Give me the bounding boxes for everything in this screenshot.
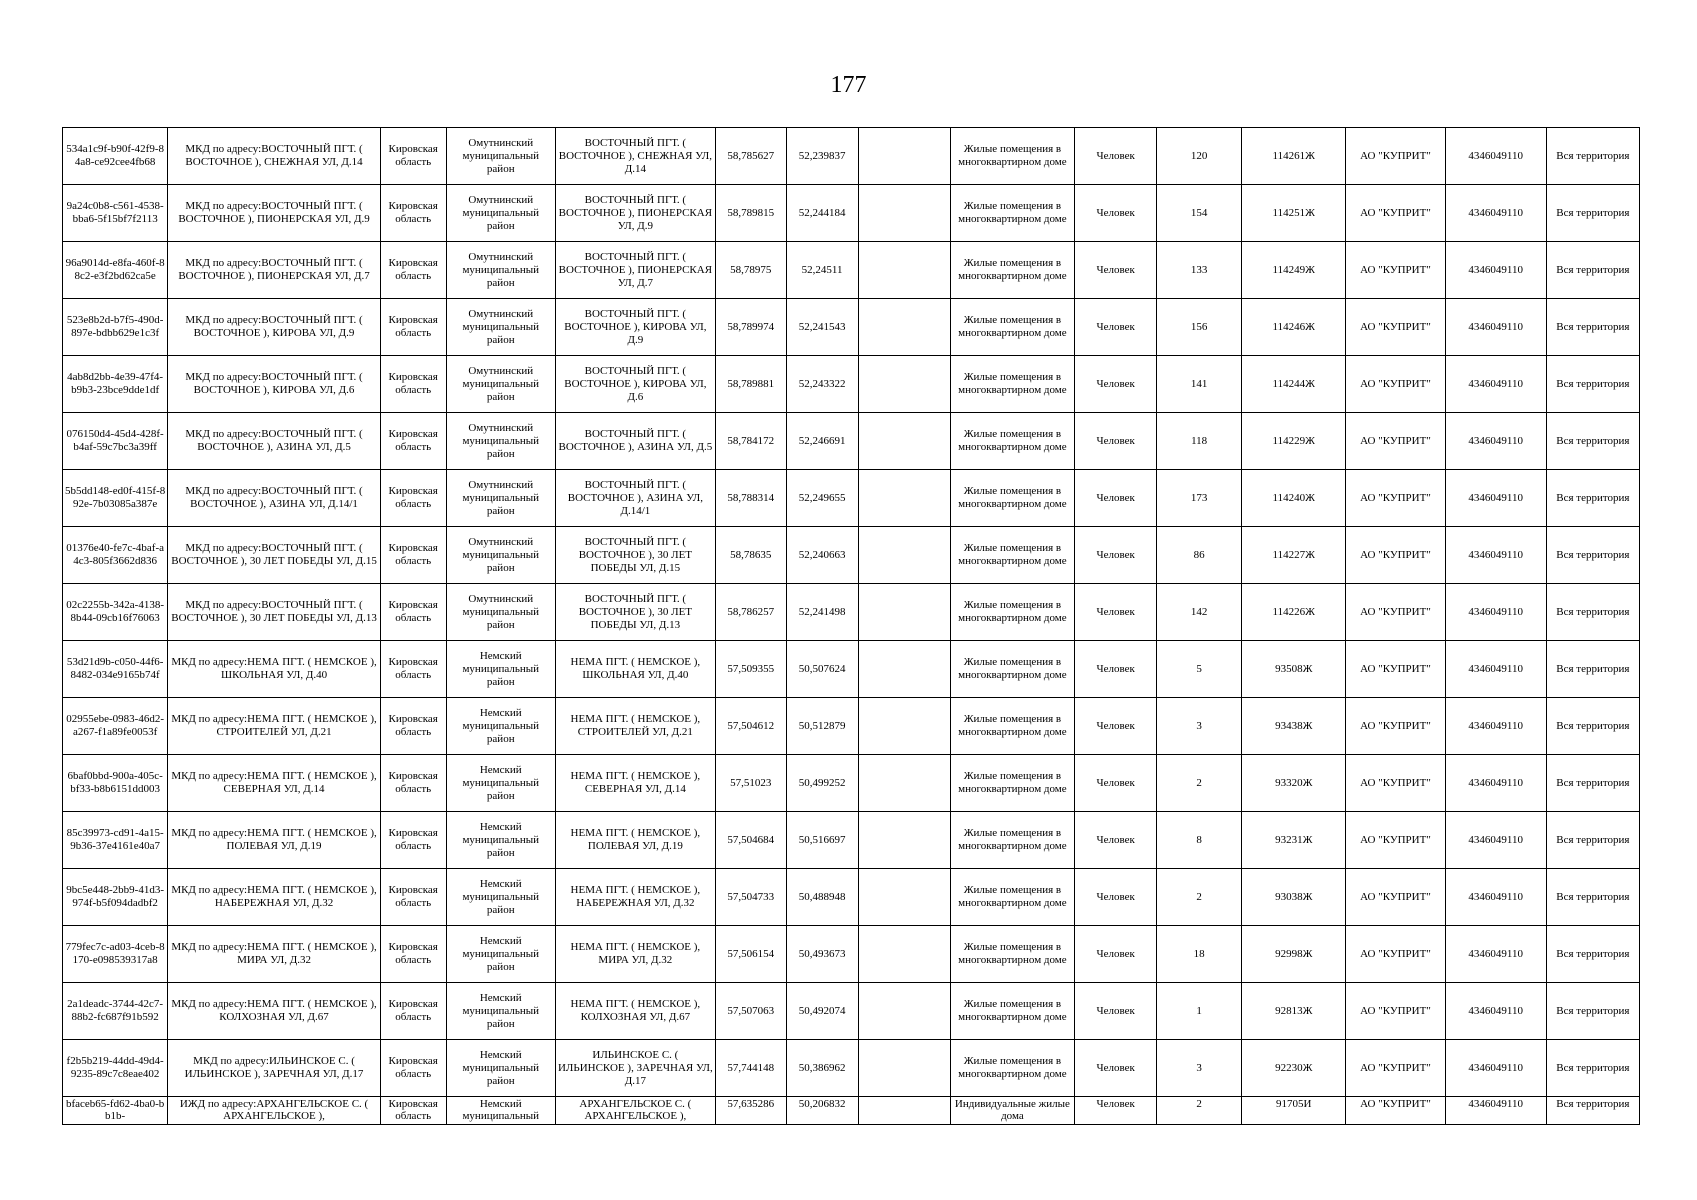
cell-territory: Вся территория — [1546, 185, 1639, 242]
cell-count: 141 — [1157, 356, 1242, 413]
cell-name: МКД по адресу:ВОСТОЧНЫЙ ПГТ. ( ВОСТОЧНОЕ ), КИРОВА УЛ, Д.6 — [168, 356, 381, 413]
table-row — [63, 1040, 1640, 1097]
cell-name: МКД по адресу:НЕМА ПГТ. ( НЕМСКОЕ ), ШКОЛЬНАЯ УЛ, Д.40 — [168, 641, 381, 698]
cell-id: bfaceb65-fd62-4ba0-bb1b- — [63, 1097, 168, 1125]
cell-organization: АО "КУПРИТ" — [1346, 128, 1445, 185]
cell-region: Кировская область — [380, 983, 446, 1040]
cell-id: 076150d4-45d4-428f-b4af-59c7bc3a39ff — [63, 413, 168, 470]
cell-unit: Человек — [1075, 584, 1157, 641]
cell-organization: АО "КУПРИТ" — [1346, 641, 1445, 698]
cell-id: 4ab8d2bb-4e39-47f4-b9b3-23bce9dde1df — [63, 356, 168, 413]
cell-empty — [858, 698, 950, 755]
cell-organization: АО "КУПРИТ" — [1346, 1097, 1445, 1125]
cell-longitude: 50,499252 — [786, 755, 858, 812]
cell-longitude: 50,206832 — [786, 1097, 858, 1125]
registry-table — [62, 127, 1640, 1125]
cell-organization: АО "КУПРИТ" — [1346, 983, 1445, 1040]
cell-name: МКД по адресу:НЕМА ПГТ. ( НЕМСКОЕ ), СЕВЕРНАЯ УЛ, Д.14 — [168, 755, 381, 812]
cell-code: 93231Ж — [1242, 812, 1346, 869]
cell-district: Немский муниципальный район — [446, 755, 555, 812]
cell-region: Кировская область — [380, 242, 446, 299]
cell-district: Немский муниципальный район — [446, 1040, 555, 1097]
cell-count: 133 — [1157, 242, 1242, 299]
cell-region: Кировская область — [380, 869, 446, 926]
cell-district: Немский муниципальный — [446, 1097, 555, 1125]
cell-organization: АО "КУПРИТ" — [1346, 698, 1445, 755]
cell-count: 8 — [1157, 812, 1242, 869]
cell-code: 93508Ж — [1242, 641, 1346, 698]
cell-object-type: Жилые помещения в многоквартирном доме — [950, 983, 1075, 1040]
cell-empty — [858, 755, 950, 812]
cell-latitude: 57,635286 — [715, 1097, 786, 1125]
cell-unit: Человек — [1075, 926, 1157, 983]
cell-organization: АО "КУПРИТ" — [1346, 356, 1445, 413]
cell-inn: 4346049110 — [1445, 527, 1546, 584]
cell-object-type: Жилые помещения в многоквартирном доме — [950, 470, 1075, 527]
cell-object-type: Жилые помещения в многоквартирном доме — [950, 869, 1075, 926]
cell-inn: 4346049110 — [1445, 983, 1546, 1040]
cell-inn: 4346049110 — [1445, 470, 1546, 527]
cell-count: 173 — [1157, 470, 1242, 527]
cell-territory: Вся территория — [1546, 356, 1639, 413]
cell-region: Кировская область — [380, 755, 446, 812]
cell-address: ВОСТОЧНЫЙ ПГТ. ( ВОСТОЧНОЕ ), ПИОНЕРСКАЯ УЛ, Д.7 — [555, 242, 715, 299]
table-row — [63, 698, 1640, 755]
cell-territory: Вся территория — [1546, 869, 1639, 926]
cell-code: 92998Ж — [1242, 926, 1346, 983]
cell-empty — [858, 242, 950, 299]
cell-address: АРХАНГЕЛЬСКОЕ С. ( АРХАНГЕЛЬСКОЕ ), — [555, 1097, 715, 1125]
cell-count: 86 — [1157, 527, 1242, 584]
cell-organization: АО "КУПРИТ" — [1346, 470, 1445, 527]
cell-object-type: Жилые помещения в многоквартирном доме — [950, 584, 1075, 641]
cell-latitude: 57,506154 — [715, 926, 786, 983]
cell-empty — [858, 413, 950, 470]
cell-address: ВОСТОЧНЫЙ ПГТ. ( ВОСТОЧНОЕ ), АЗИНА УЛ, Д.5 — [555, 413, 715, 470]
cell-longitude: 52,239837 — [786, 128, 858, 185]
cell-address: ИЛЬИНСКОЕ С. ( ИЛЬИНСКОЕ ), ЗАРЕЧНАЯ УЛ, Д.17 — [555, 1040, 715, 1097]
cell-id: 02c2255b-342a-4138-8b44-09cb16f76063 — [63, 584, 168, 641]
cell-organization: АО "КУПРИТ" — [1346, 413, 1445, 470]
cell-count: 18 — [1157, 926, 1242, 983]
cell-territory: Вся территория — [1546, 1097, 1639, 1125]
cell-address: НЕМА ПГТ. ( НЕМСКОЕ ), МИРА УЛ, Д.32 — [555, 926, 715, 983]
cell-district: Омутнинский муниципальный район — [446, 356, 555, 413]
cell-inn: 4346049110 — [1445, 698, 1546, 755]
cell-address: НЕМА ПГТ. ( НЕМСКОЕ ), НАБЕРЕЖНАЯ УЛ, Д.32 — [555, 869, 715, 926]
cell-object-type: Жилые помещения в многоквартирном доме — [950, 356, 1075, 413]
cell-unit: Человек — [1075, 812, 1157, 869]
cell-unit: Человек — [1075, 128, 1157, 185]
cell-empty — [858, 983, 950, 1040]
cell-longitude: 50,386962 — [786, 1040, 858, 1097]
cell-code: 114249Ж — [1242, 242, 1346, 299]
cell-latitude: 57,507063 — [715, 983, 786, 1040]
cell-object-type: Жилые помещения в многоквартирном доме — [950, 185, 1075, 242]
cell-count: 120 — [1157, 128, 1242, 185]
cell-longitude: 50,507624 — [786, 641, 858, 698]
cell-name: МКД по адресу:ИЛЬИНСКОЕ С. ( ИЛЬИНСКОЕ ), ЗАРЕЧНАЯ УЛ, Д.17 — [168, 1040, 381, 1097]
cell-latitude: 58,785627 — [715, 128, 786, 185]
cell-district: Омутнинский муниципальный район — [446, 185, 555, 242]
table-row — [63, 470, 1640, 527]
cell-region: Кировская область — [380, 812, 446, 869]
cell-name: МКД по адресу:НЕМА ПГТ. ( НЕМСКОЕ ), КОЛХОЗНАЯ УЛ, Д.67 — [168, 983, 381, 1040]
cell-region: Кировская область — [380, 413, 446, 470]
cell-object-type: Жилые помещения в многоквартирном доме — [950, 698, 1075, 755]
cell-territory: Вся территория — [1546, 242, 1639, 299]
cell-code: 114246Ж — [1242, 299, 1346, 356]
cell-longitude: 52,244184 — [786, 185, 858, 242]
cell-address: ВОСТОЧНЫЙ ПГТ. ( ВОСТОЧНОЕ ), ПИОНЕРСКАЯ УЛ, Д.9 — [555, 185, 715, 242]
cell-longitude: 52,243322 — [786, 356, 858, 413]
cell-region: Кировская область — [380, 356, 446, 413]
cell-code: 93320Ж — [1242, 755, 1346, 812]
cell-code: 114244Ж — [1242, 356, 1346, 413]
cell-longitude: 52,24511 — [786, 242, 858, 299]
cell-name: МКД по адресу:ВОСТОЧНЫЙ ПГТ. ( ВОСТОЧНОЕ ), КИРОВА УЛ, Д.9 — [168, 299, 381, 356]
cell-object-type: Индивидуальные жилые дома — [950, 1097, 1075, 1125]
cell-unit: Человек — [1075, 1097, 1157, 1125]
cell-code: 114261Ж — [1242, 128, 1346, 185]
cell-inn: 4346049110 — [1445, 128, 1546, 185]
cell-name: МКД по адресу:ВОСТОЧНЫЙ ПГТ. ( ВОСТОЧНОЕ ), 30 ЛЕТ ПОБЕДЫ УЛ, Д.13 — [168, 584, 381, 641]
cell-longitude: 50,516697 — [786, 812, 858, 869]
cell-organization: АО "КУПРИТ" — [1346, 299, 1445, 356]
cell-empty — [858, 869, 950, 926]
table-row — [63, 812, 1640, 869]
cell-inn: 4346049110 — [1445, 584, 1546, 641]
cell-latitude: 57,509355 — [715, 641, 786, 698]
cell-unit: Человек — [1075, 983, 1157, 1040]
cell-count: 154 — [1157, 185, 1242, 242]
cell-latitude: 57,744148 — [715, 1040, 786, 1097]
cell-longitude: 52,246691 — [786, 413, 858, 470]
cell-id: 85c39973-cd91-4a15-9b36-37e4161e40a7 — [63, 812, 168, 869]
cell-latitude: 58,78635 — [715, 527, 786, 584]
cell-empty — [858, 185, 950, 242]
cell-name: МКД по адресу:ВОСТОЧНЫЙ ПГТ. ( ВОСТОЧНОЕ ), СНЕЖНАЯ УЛ, Д.14 — [168, 128, 381, 185]
cell-region: Кировская область — [380, 470, 446, 527]
cell-unit: Человек — [1075, 869, 1157, 926]
table-row — [63, 128, 1640, 185]
cell-district: Немский муниципальный район — [446, 983, 555, 1040]
cell-district: Омутнинский муниципальный район — [446, 584, 555, 641]
cell-count: 1 — [1157, 983, 1242, 1040]
cell-latitude: 58,784172 — [715, 413, 786, 470]
cell-name: МКД по адресу:НЕМА ПГТ. ( НЕМСКОЕ ), ПОЛЕВАЯ УЛ, Д.19 — [168, 812, 381, 869]
cell-region: Кировская область — [380, 527, 446, 584]
cell-empty — [858, 641, 950, 698]
cell-address: ВОСТОЧНЫЙ ПГТ. ( ВОСТОЧНОЕ ), КИРОВА УЛ, Д.6 — [555, 356, 715, 413]
cell-inn: 4346049110 — [1445, 299, 1546, 356]
cell-id: 9bc5e448-2bb9-41d3-974f-b5f094dadbf2 — [63, 869, 168, 926]
cell-longitude: 50,488948 — [786, 869, 858, 926]
cell-address: ВОСТОЧНЫЙ ПГТ. ( ВОСТОЧНОЕ ), КИРОВА УЛ, Д.9 — [555, 299, 715, 356]
table-row — [63, 755, 1640, 812]
cell-unit: Человек — [1075, 641, 1157, 698]
cell-latitude: 58,789815 — [715, 185, 786, 242]
cell-count: 3 — [1157, 1040, 1242, 1097]
table-row — [63, 983, 1640, 1040]
cell-count: 5 — [1157, 641, 1242, 698]
cell-organization: АО "КУПРИТ" — [1346, 926, 1445, 983]
cell-unit: Человек — [1075, 185, 1157, 242]
cell-organization: АО "КУПРИТ" — [1346, 755, 1445, 812]
cell-count: 156 — [1157, 299, 1242, 356]
table-row — [63, 584, 1640, 641]
cell-territory: Вся территория — [1546, 470, 1639, 527]
cell-code: 114226Ж — [1242, 584, 1346, 641]
cell-object-type: Жилые помещения в многоквартирном доме — [950, 812, 1075, 869]
cell-code: 114251Ж — [1242, 185, 1346, 242]
cell-id: 01376e40-fe7c-4baf-a4c3-805f3662d836 — [63, 527, 168, 584]
cell-empty — [858, 1040, 950, 1097]
cell-organization: АО "КУПРИТ" — [1346, 527, 1445, 584]
cell-code: 93038Ж — [1242, 869, 1346, 926]
cell-district: Омутнинский муниципальный район — [446, 413, 555, 470]
cell-unit: Человек — [1075, 242, 1157, 299]
cell-organization: АО "КУПРИТ" — [1346, 584, 1445, 641]
cell-unit: Человек — [1075, 527, 1157, 584]
cell-latitude: 58,789881 — [715, 356, 786, 413]
cell-longitude: 52,241498 — [786, 584, 858, 641]
cell-name: МКД по адресу:ВОСТОЧНЫЙ ПГТ. ( ВОСТОЧНОЕ ), АЗИНА УЛ, Д.5 — [168, 413, 381, 470]
cell-longitude: 52,249655 — [786, 470, 858, 527]
page-number: 177 — [830, 72, 867, 98]
cell-inn: 4346049110 — [1445, 755, 1546, 812]
cell-inn: 4346049110 — [1445, 1040, 1546, 1097]
cell-district: Немский муниципальный район — [446, 869, 555, 926]
cell-code: 114240Ж — [1242, 470, 1346, 527]
cell-territory: Вся территория — [1546, 641, 1639, 698]
cell-address: НЕМА ПГТ. ( НЕМСКОЕ ), СЕВЕРНАЯ УЛ, Д.14 — [555, 755, 715, 812]
cell-id: 53d21d9b-c050-44f6-8482-034e9165b74f — [63, 641, 168, 698]
cell-unit: Человек — [1075, 299, 1157, 356]
cell-name: МКД по адресу:ВОСТОЧНЫЙ ПГТ. ( ВОСТОЧНОЕ ), АЗИНА УЛ, Д.14/1 — [168, 470, 381, 527]
cell-latitude: 57,504612 — [715, 698, 786, 755]
cell-name: МКД по адресу:ВОСТОЧНЫЙ ПГТ. ( ВОСТОЧНОЕ ), 30 ЛЕТ ПОБЕДЫ УЛ, Д.15 — [168, 527, 381, 584]
cell-id: 6baf0bbd-900a-405c-bf33-b8b6151dd003 — [63, 755, 168, 812]
cell-code: 91705И — [1242, 1097, 1346, 1125]
cell-territory: Вся территория — [1546, 926, 1639, 983]
table-row — [63, 242, 1640, 299]
cell-latitude: 58,788314 — [715, 470, 786, 527]
cell-empty — [858, 299, 950, 356]
cell-count: 2 — [1157, 869, 1242, 926]
cell-name: МКД по адресу:ВОСТОЧНЫЙ ПГТ. ( ВОСТОЧНОЕ ), ПИОНЕРСКАЯ УЛ, Д.7 — [168, 242, 381, 299]
cell-longitude: 50,492074 — [786, 983, 858, 1040]
cell-organization: АО "КУПРИТ" — [1346, 242, 1445, 299]
cell-object-type: Жилые помещения в многоквартирном доме — [950, 926, 1075, 983]
cell-object-type: Жилые помещения в многоквартирном доме — [950, 242, 1075, 299]
cell-object-type: Жилые помещения в многоквартирном доме — [950, 1040, 1075, 1097]
cell-region: Кировская область — [380, 299, 446, 356]
cell-district: Немский муниципальный район — [446, 698, 555, 755]
cell-count: 118 — [1157, 413, 1242, 470]
cell-code: 114227Ж — [1242, 527, 1346, 584]
cell-name: МКД по адресу:ВОСТОЧНЫЙ ПГТ. ( ВОСТОЧНОЕ ), ПИОНЕРСКАЯ УЛ, Д.9 — [168, 185, 381, 242]
cell-name: МКД по адресу:НЕМА ПГТ. ( НЕМСКОЕ ), СТРОИТЕЛЕЙ УЛ, Д.21 — [168, 698, 381, 755]
cell-unit: Человек — [1075, 1040, 1157, 1097]
cell-unit: Человек — [1075, 413, 1157, 470]
cell-region: Кировская область — [380, 698, 446, 755]
cell-unit: Человек — [1075, 698, 1157, 755]
cell-count: 2 — [1157, 1097, 1242, 1125]
cell-inn: 4346049110 — [1445, 413, 1546, 470]
cell-longitude: 50,493673 — [786, 926, 858, 983]
cell-longitude: 50,512879 — [786, 698, 858, 755]
cell-inn: 4346049110 — [1445, 242, 1546, 299]
cell-address: ВОСТОЧНЫЙ ПГТ. ( ВОСТОЧНОЕ ), 30 ЛЕТ ПОБЕДЫ УЛ, Д.15 — [555, 527, 715, 584]
cell-latitude: 57,51023 — [715, 755, 786, 812]
cell-address: НЕМА ПГТ. ( НЕМСКОЕ ), СТРОИТЕЛЕЙ УЛ, Д.21 — [555, 698, 715, 755]
cell-district: Омутнинский муниципальный район — [446, 242, 555, 299]
cell-district: Омутнинский муниципальный район — [446, 470, 555, 527]
cell-object-type: Жилые помещения в многоквартирном доме — [950, 527, 1075, 584]
cell-region: Кировская область — [380, 926, 446, 983]
cell-empty — [858, 584, 950, 641]
cell-inn: 4346049110 — [1445, 812, 1546, 869]
cell-region: Кировская область — [380, 1097, 446, 1125]
table-row — [63, 185, 1640, 242]
table-row — [63, 527, 1640, 584]
cell-object-type: Жилые помещения в многоквартирном доме — [950, 299, 1075, 356]
cell-name: МКД по адресу:НЕМА ПГТ. ( НЕМСКОЕ ), НАБЕРЕЖНАЯ УЛ, Д.32 — [168, 869, 381, 926]
cell-district: Немский муниципальный район — [446, 641, 555, 698]
cell-count: 142 — [1157, 584, 1242, 641]
cell-organization: АО "КУПРИТ" — [1346, 869, 1445, 926]
cell-territory: Вся территория — [1546, 584, 1639, 641]
table-row — [63, 356, 1640, 413]
cell-region: Кировская область — [380, 185, 446, 242]
cell-territory: Вся территория — [1546, 527, 1639, 584]
cell-id: 523e8b2d-b7f5-490d-897e-bdbb629e1c3f — [63, 299, 168, 356]
cell-latitude: 57,504684 — [715, 812, 786, 869]
cell-object-type: Жилые помещения в многоквартирном доме — [950, 755, 1075, 812]
cell-empty — [858, 527, 950, 584]
cell-organization: АО "КУПРИТ" — [1346, 185, 1445, 242]
cell-territory: Вся территория — [1546, 299, 1639, 356]
cell-latitude: 58,789974 — [715, 299, 786, 356]
cell-empty — [858, 812, 950, 869]
cell-inn: 4346049110 — [1445, 926, 1546, 983]
cell-empty — [858, 926, 950, 983]
cell-address: ВОСТОЧНЫЙ ПГТ. ( ВОСТОЧНОЕ ), 30 ЛЕТ ПОБЕДЫ УЛ, Д.13 — [555, 584, 715, 641]
cell-id: 2a1deadc-3744-42c7-88b2-fc687f91b592 — [63, 983, 168, 1040]
cell-territory: Вся территория — [1546, 983, 1639, 1040]
cell-region: Кировская область — [380, 584, 446, 641]
cell-latitude: 57,504733 — [715, 869, 786, 926]
cell-territory: Вся территория — [1546, 128, 1639, 185]
cell-inn: 4346049110 — [1445, 356, 1546, 413]
cell-territory: Вся территория — [1546, 755, 1639, 812]
cell-district: Немский муниципальный район — [446, 812, 555, 869]
cell-territory: Вся территория — [1546, 812, 1639, 869]
cell-code: 92813Ж — [1242, 983, 1346, 1040]
cell-id: 9a24c0b8-c561-4538-bba6-5f15bf7f2113 — [63, 185, 168, 242]
cell-territory: Вся территория — [1546, 1040, 1639, 1097]
cell-id: 96a9014d-e8fa-460f-88c2-e3f2bd62ca5e — [63, 242, 168, 299]
cell-object-type: Жилые помещения в многоквартирном доме — [950, 128, 1075, 185]
cell-code: 93438Ж — [1242, 698, 1346, 755]
cell-longitude: 52,240663 — [786, 527, 858, 584]
cell-address: НЕМА ПГТ. ( НЕМСКОЕ ), ПОЛЕВАЯ УЛ, Д.19 — [555, 812, 715, 869]
cell-organization: АО "КУПРИТ" — [1346, 812, 1445, 869]
cell-object-type: Жилые помещения в многоквартирном доме — [950, 413, 1075, 470]
cell-latitude: 58,786257 — [715, 584, 786, 641]
cell-code: 114229Ж — [1242, 413, 1346, 470]
cell-count: 3 — [1157, 698, 1242, 755]
cell-inn: 4346049110 — [1445, 641, 1546, 698]
cell-id: f2b5b219-44dd-49d4-9235-89c7c8eae402 — [63, 1040, 168, 1097]
cell-empty — [858, 1097, 950, 1125]
cell-name: ИЖД по адресу:АРХАНГЕЛЬСКОЕ С. ( АРХАНГЕЛЬСКОЕ ), — [168, 1097, 381, 1125]
cell-territory: Вся территория — [1546, 413, 1639, 470]
table-row — [63, 413, 1640, 470]
cell-district: Немский муниципальный район — [446, 926, 555, 983]
table-row — [63, 641, 1640, 698]
table-row — [63, 869, 1640, 926]
cell-region: Кировская область — [380, 641, 446, 698]
cell-longitude: 52,241543 — [786, 299, 858, 356]
cell-latitude: 58,78975 — [715, 242, 786, 299]
cell-address: ВОСТОЧНЫЙ ПГТ. ( ВОСТОЧНОЕ ), АЗИНА УЛ, Д.14/1 — [555, 470, 715, 527]
table-row — [63, 926, 1640, 983]
cell-inn: 4346049110 — [1445, 869, 1546, 926]
cell-address: ВОСТОЧНЫЙ ПГТ. ( ВОСТОЧНОЕ ), СНЕЖНАЯ УЛ, Д.14 — [555, 128, 715, 185]
cell-unit: Человек — [1075, 755, 1157, 812]
cell-unit: Человек — [1075, 470, 1157, 527]
cell-unit: Человек — [1075, 356, 1157, 413]
cell-district: Омутнинский муниципальный район — [446, 299, 555, 356]
cell-empty — [858, 356, 950, 413]
cell-id: 779fec7c-ad03-4ceb-8170-e098539317a8 — [63, 926, 168, 983]
table-row — [63, 1097, 1640, 1125]
cell-address: НЕМА ПГТ. ( НЕМСКОЕ ), КОЛХОЗНАЯ УЛ, Д.67 — [555, 983, 715, 1040]
cell-id: 02955ebe-0983-46d2-a267-f1a89fe0053f — [63, 698, 168, 755]
cell-district: Омутнинский муниципальный район — [446, 527, 555, 584]
cell-empty — [858, 128, 950, 185]
cell-count: 2 — [1157, 755, 1242, 812]
cell-region: Кировская область — [380, 1040, 446, 1097]
cell-object-type: Жилые помещения в многоквартирном доме — [950, 641, 1075, 698]
cell-inn: 4346049110 — [1445, 185, 1546, 242]
cell-organization: АО "КУПРИТ" — [1346, 1040, 1445, 1097]
cell-id: 5b5dd148-ed0f-415f-892e-7b03085a387e — [63, 470, 168, 527]
cell-code: 92230Ж — [1242, 1040, 1346, 1097]
cell-territory: Вся территория — [1546, 698, 1639, 755]
cell-address: НЕМА ПГТ. ( НЕМСКОЕ ), ШКОЛЬНАЯ УЛ, Д.40 — [555, 641, 715, 698]
cell-region: Кировская область — [380, 128, 446, 185]
cell-inn: 4346049110 — [1445, 1097, 1546, 1125]
table-row — [63, 299, 1640, 356]
cell-id: 534a1c9f-b90f-42f9-84a8-ce92cee4fb68 — [63, 128, 168, 185]
cell-name: МКД по адресу:НЕМА ПГТ. ( НЕМСКОЕ ), МИРА УЛ, Д.32 — [168, 926, 381, 983]
cell-empty — [858, 470, 950, 527]
cell-district: Омутнинский муниципальный район — [446, 128, 555, 185]
